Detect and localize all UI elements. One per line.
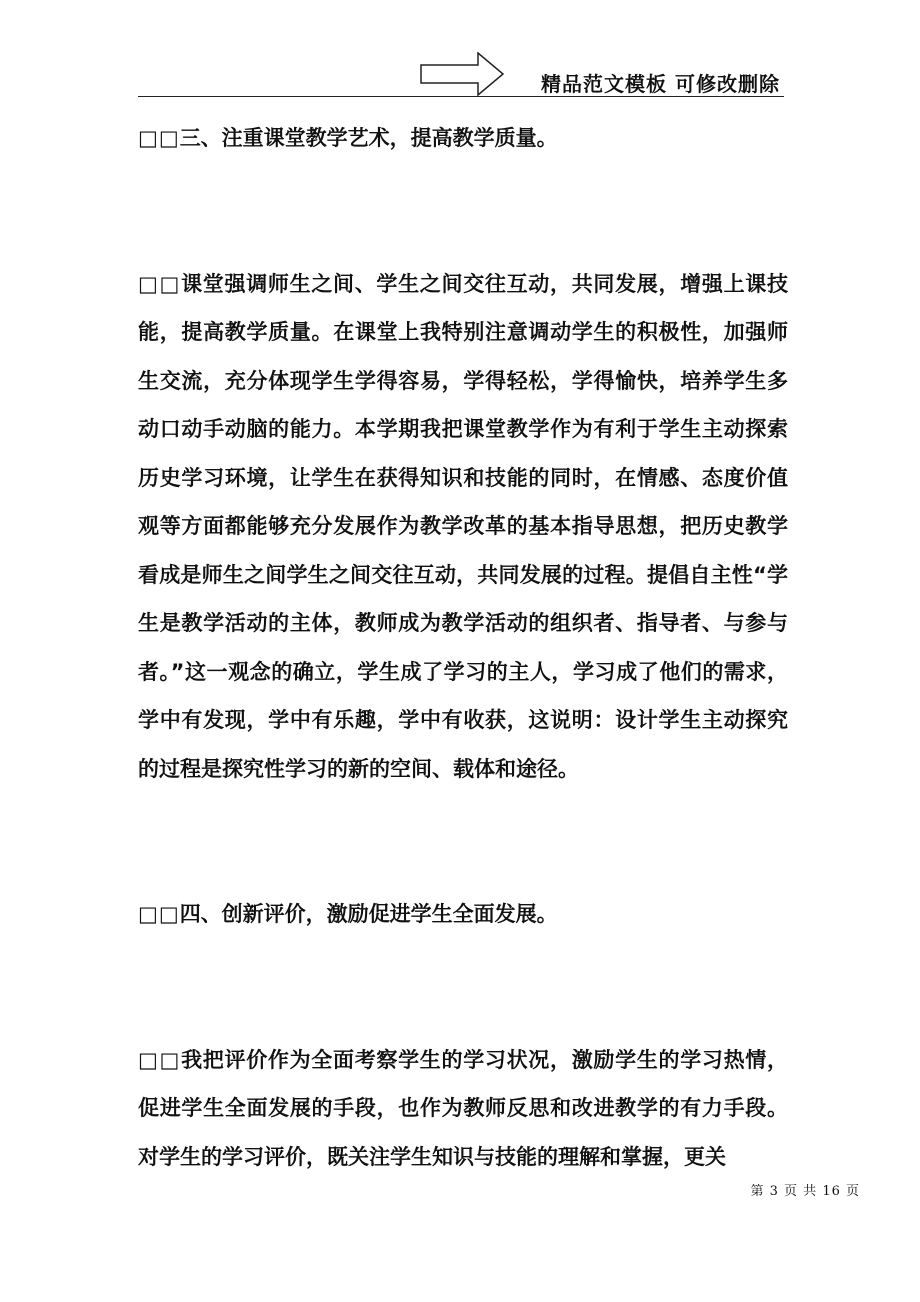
paragraph-indent: □□ bbox=[138, 126, 180, 150]
paragraph-gap bbox=[138, 939, 788, 1036]
section-heading-4 bbox=[138, 890, 788, 939]
arrow-right-icon bbox=[420, 52, 506, 96]
paragraph-text: 三、注重课堂教学艺术，提高教学质量。 bbox=[179, 126, 558, 150]
paragraph-indent: □□ bbox=[138, 1047, 182, 1072]
header-title: 精品范文模板 可修改删除 bbox=[541, 72, 780, 96]
body-paragraph bbox=[138, 1036, 788, 1182]
page-number: 第 3 页 共 16 页 bbox=[750, 1184, 860, 1199]
paragraph-gap bbox=[138, 793, 788, 890]
section-heading-3 bbox=[138, 114, 788, 163]
body-paragraph bbox=[138, 260, 788, 794]
paragraph-indent: □□ bbox=[138, 271, 182, 296]
paragraph-text: 我把评价作为全面考察学生的学习状况，激励学生的学习热情，促进学生全面发展的手段，也作为教师反思和改进教学的有力手段。对学生的学习评价，既关注学生知识与技能的理解和掌握，更关 bbox=[138, 1047, 789, 1169]
document-body bbox=[138, 114, 788, 1181]
paragraph-gap bbox=[138, 163, 788, 260]
page-header bbox=[138, 52, 784, 98]
paragraph-indent: □□ bbox=[138, 902, 180, 926]
header-divider bbox=[138, 96, 784, 97]
paragraph-text: 四、创新评价，激励促进学生全面发展。 bbox=[179, 902, 558, 926]
paragraph-text: 课堂强调师生之间、学生之间交往互动，共同发展，增强上课技能，提高教学质量。在课堂上我特别注意调动学生的积极性，加强师生交流，充分体现学生学得容易，学得轻松，学得愉快，培养学生多动口动手动脑的能力。本学期我把课堂教学作为有利于学生主动探索历史学习环境，让学生在获得知识和技能的同时，在情感、态度价值观等方面都能够充分发展作为教学改革的基本指导思想，把历史教学看成是师生之间学生之间交往互动，共同发展的过程。提倡自主性“学生是教学活动的主体，教师成为教学活动的组织者、指导者、与参与者。”这一观念的确立，学生成了学习的主人，学习成了他们的需求，学中有发现，学中有乐趣，学中有收获，这说明：设计学生主动探究的过程是探究性学习的新的空间、载体和途径。 bbox=[138, 271, 789, 781]
